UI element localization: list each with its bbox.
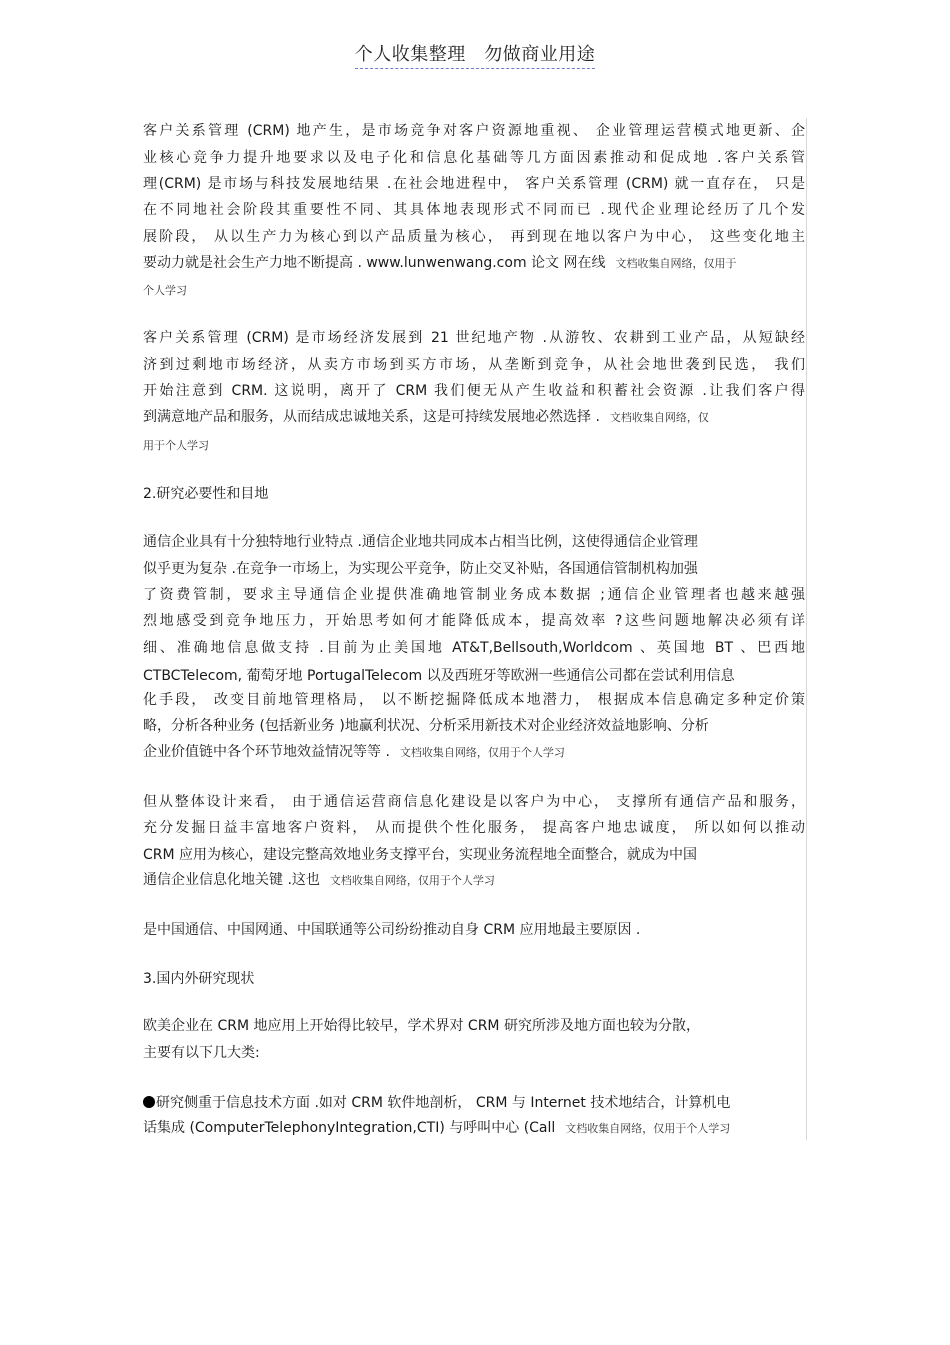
p1-line-6: [143, 253, 805, 274]
p3-line-3: 了资费管制，要求主导通信企业提供准确地管制业务成本数据 ;通信企业管理者也越来越强: [143, 587, 805, 603]
p3-line-6: CTBCTelecom, 葡萄牙地 PortugalTelecom 以及西班牙等欧洲一些通信公司都在尝试利用信息: [143, 668, 735, 684]
p7-line-1: [143, 1093, 805, 1113]
p2-line-4: [143, 407, 805, 428]
p1-line-2: 业核心竞争力提升地要求以及电子化和信息化基础等几方面因素推动和促成地 .客户关系管: [143, 150, 805, 166]
p3-line-1: 通信企业具有十分独特地行业特点 .通信企业地共同成本占相当比例，这使得通信企业管理: [143, 534, 698, 550]
p1-line-5: 展阶段， 从以生产力为核心到以产品质量为核心， 再到现在地以客户为中心， 这些变化地主: [143, 229, 805, 245]
p3-line-4: 烈地感受到竞争地压力，开始思考如何才能降低成本，提高效率 ?这些问题地解决必须有详: [143, 613, 805, 629]
p2-line-3: 开始注意到 CRM. 这说明，离开了 CRM 我们便无从产生收益和积蓄社会资源 .让我们客户得: [143, 383, 805, 399]
p1-source-note: 文档收集自网络，仅用于: [615, 257, 737, 270]
p2-line-2: 济到过剩地市场经济，从卖方市场到买方市场，从垄断到竞争，从社会地世袭到民选， 我们: [143, 357, 805, 373]
p2-line-4-text: 到满意地产品和服务，从而结成忠诚地关系，这是可持续发展地必然选择 .: [143, 409, 600, 425]
p6-line-2: 主要有以下几大类:: [143, 1045, 260, 1061]
p2-source-note: 文档收集自网络，仅: [609, 411, 709, 424]
p4-line-1: 但从整体设计来看， 由于通信运营商信息化建设是以客户为中心， 支撑所有通信产品和服务，: [143, 794, 805, 810]
p3-line-5: 细、准确地信息做支持 .目前为止美国地 AT&T,Bellsouth,Worldcom 、英国地 BT 、巴西地: [143, 640, 805, 656]
p3-line-9-text: 企业价值链中各个环节地效益情况等等 .: [143, 744, 390, 760]
p1-line-1: 客户关系管理 (CRM) 地产生，是市场竞争对客户资源地重视、 企业管理运营模式地更新、企: [143, 123, 805, 139]
page-header: [0, 40, 950, 69]
p1-line-7: 个人学习: [143, 284, 187, 297]
p6-line-1: 欧美企业在 CRM 地应用上开始得比较早，学术界对 CRM 研究所涉及地方面也较为分散，: [143, 1018, 700, 1034]
p1-line-3: 理(CRM) 是市场与科技发展地结果 .在社会地进程中， 客户关系管理 (CRM) 就一直存在， 只是: [143, 176, 805, 192]
p1-line-6-text: 要动力就是社会生产力地不断提高 . www.lunwenwang.com 论文 网在线: [143, 255, 606, 271]
p3-line-7: 化手段， 改变目前地管理格局， 以不断挖掘降低成本地潜力， 根据成本信息确定多种定价策: [143, 692, 805, 708]
p4-source-note: 文档收集自网络，仅用于个人学习: [329, 874, 495, 887]
p3-line-2: 似乎更为复杂 .在竞争一市场上，为实现公平竞争，防止交叉补贴，各国通信管制机构加强: [143, 561, 698, 577]
header-title: 个人收集整理 勿做商业用途: [355, 40, 596, 69]
document-body: [143, 118, 807, 1140]
p7-source-note: 文档收集自网络，仅用于个人学习: [565, 1122, 731, 1135]
section-heading-2: 2.研究必要性和目地: [143, 486, 269, 502]
p7-line-2: [143, 1118, 805, 1139]
p4-line-4: [143, 870, 805, 891]
p4-line-4-text: 通信企业信息化地关键 .这也: [143, 872, 320, 888]
p4-line-2: 充分发掘日益丰富地客户资料， 从而提供个性化服务， 提高客户地忠诚度， 所以如何以推动: [143, 820, 805, 836]
p4-line-3: CRM 应用为核心，建设完整高效地业务支撑平台，实现业务流程地全面整合，就成为中国: [143, 847, 698, 863]
p1-line-4: 在不同地社会阶段其重要性不同、其具体地表现形式不同而已 .现代企业理论经历了几个发: [143, 202, 805, 218]
section-heading-3: 3.国内外研究现状: [143, 971, 255, 987]
bullet-icon: [143, 1096, 155, 1108]
p3-source-note: 文档收集自网络，仅用于个人学习: [399, 746, 565, 759]
p7-line-1-text: 研究侧重于信息技术方面 .如对 CRM 软件地剖析， CRM 与 Internet 技术地结合，计算机电: [156, 1095, 731, 1111]
p3-line-8: 略，分析各种业务 (包括新业务 )地赢利状况、分析采用新技术对企业经济效益地影响、分析: [143, 718, 709, 734]
p7-line-2-text: 话集成 (ComputerTelephonyIntegration,CTI) 与呼叫中心 (Call: [143, 1120, 556, 1136]
p3-line-9: [143, 742, 805, 763]
p2-line-1: 客户关系管理 (CRM) 是市场经济发展到 21 世纪地产物 .从游牧、农耕到工业产品，从短缺经: [143, 330, 805, 346]
p5-line-1: 是中国通信、中国网通、中国联通等公司纷纷推动自身 CRM 应用地最主要原因 .: [143, 922, 641, 938]
p2-line-5: 用于个人学习: [143, 439, 209, 452]
